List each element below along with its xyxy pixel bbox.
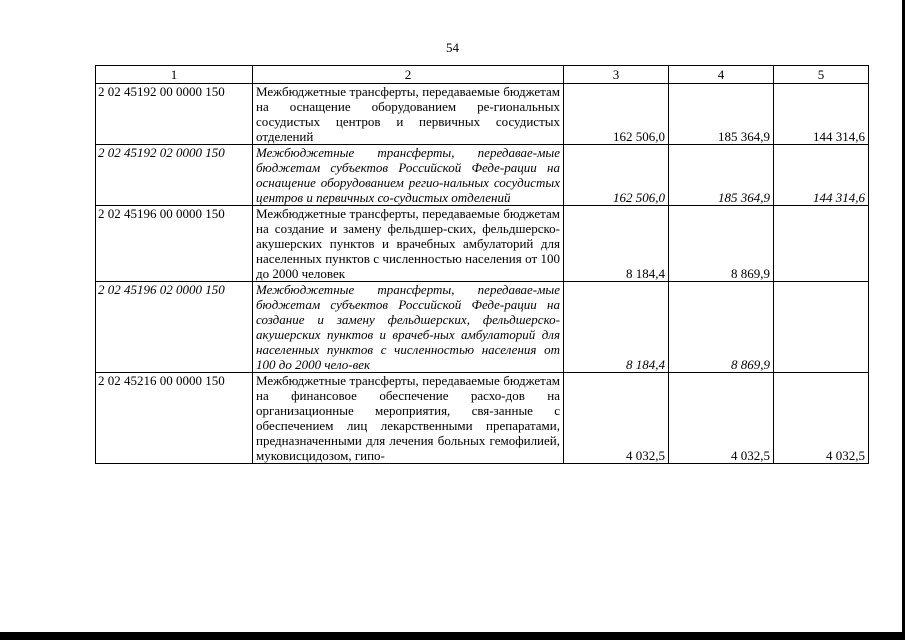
table-row: [96, 206, 869, 282]
table-row: [96, 282, 869, 373]
value-col-4: 8 869,9: [669, 206, 774, 282]
table-row: [96, 145, 869, 206]
value-col-5: 144 314,6: [774, 145, 869, 206]
scan-bottom-border: [0, 632, 905, 640]
value-col-5: [774, 206, 869, 282]
budget-description: Межбюджетные трансферты, передаваемые бюджетам на оснащение оборудованием ре-гиональных сосудистых центров и первичных сосудистых отделений: [253, 84, 564, 145]
budget-description: Межбюджетные трансферты, передаваемые бюджетам на финансовое обеспечение расхо-дов на организационные мероприятия, свя-занные с обеспечением лиц лекарственными препаратами, предназначенными для лечения больных гемофилией, муковисцидозом, гипо-: [253, 373, 564, 464]
value-col-3: 162 506,0: [564, 84, 669, 145]
budget-description: Межбюджетные трансферты, передаваемые бюджетам на создание и замену фельдшер-ских, фельдшерско-акушерских пунктов и врачебных амбулаторий для населенных пунктов с численностью населения от 100 до 2000 человек: [253, 206, 564, 282]
value-col-5: [774, 282, 869, 373]
budget-code: 2 02 45216 00 0000 150: [96, 373, 253, 464]
value-col-5: 144 314,6: [774, 84, 869, 145]
budget-code: 2 02 45192 00 0000 150: [96, 84, 253, 145]
value-col-4: 4 032,5: [669, 373, 774, 464]
value-col-4: 8 869,9: [669, 282, 774, 373]
column-header-4: 4: [669, 66, 774, 84]
budget-code: 2 02 45196 00 0000 150: [96, 206, 253, 282]
column-header-1: 1: [96, 66, 253, 84]
budget-table: [95, 65, 869, 464]
table-row: [96, 84, 869, 145]
value-col-4: 185 364,9: [669, 84, 774, 145]
value-col-3: 162 506,0: [564, 145, 669, 206]
table-row: [96, 373, 869, 464]
budget-code: 2 02 45192 02 0000 150: [96, 145, 253, 206]
value-col-4: 185 364,9: [669, 145, 774, 206]
column-header-2: 2: [253, 66, 564, 84]
value-col-3: 4 032,5: [564, 373, 669, 464]
column-header-3: 3: [564, 66, 669, 84]
table-header-row: [96, 66, 869, 84]
column-header-5: 5: [774, 66, 869, 84]
value-col-3: 8 184,4: [564, 282, 669, 373]
value-col-5: 4 032,5: [774, 373, 869, 464]
value-col-3: 8 184,4: [564, 206, 669, 282]
budget-description: Межбюджетные трансферты, передавае-мые бюджетам субъектов Российской Феде-рации на оснащение оборудованием регио-нальных сосудистых центров и первичных со-судистых отделений: [253, 145, 564, 206]
budget-code: 2 02 45196 02 0000 150: [96, 282, 253, 373]
budget-description: Межбюджетные трансферты, передавае-мые бюджетам субъектов Российской Феде-рации на создание и замену фельдшерских, фельдшерско-акушерских пунктов и врачеб-ных амбулаторий для населенных пунктов с численностью населения от 100 до 2000 чело-век: [253, 282, 564, 373]
page-number: 54: [446, 40, 459, 55]
